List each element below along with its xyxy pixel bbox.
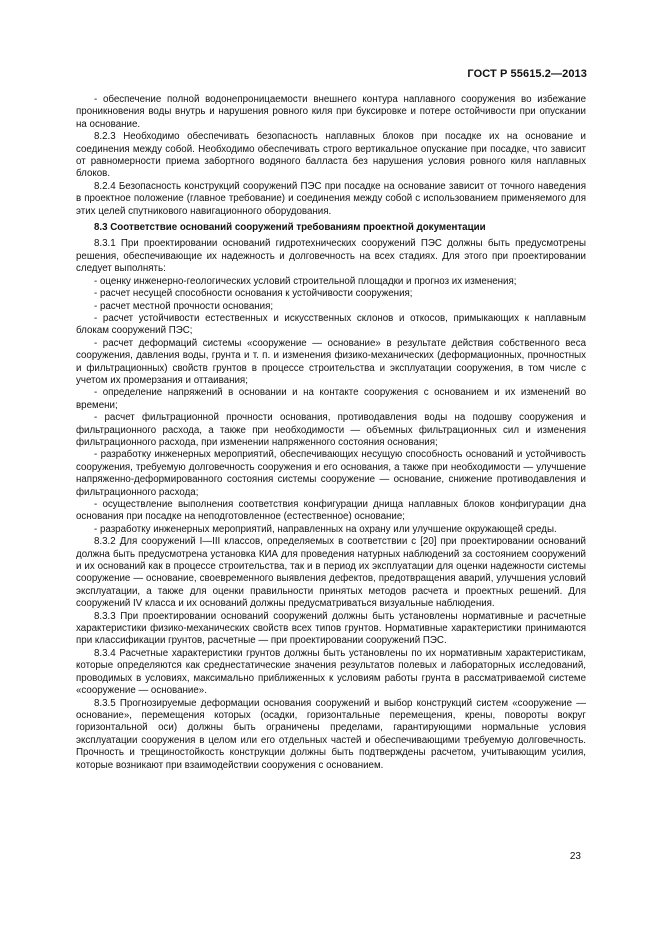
page-number: 23 xyxy=(569,851,581,862)
document-body xyxy=(76,94,586,772)
paragraph: 8.3.4 Расчетные характеристики грунтов должны быть установлены по их нормативным характеристикам, которые определяются как среднестатические значения результатов полевых и лабораторных исследований, проводимых в условиях, максимально приближенных к условиям работы грунта в рассматриваемой системе «сооружение — основание». xyxy=(76,647,586,697)
list-item: - разработку инженерных мероприятий, направленных на охрану или улучшение окружающей среды. xyxy=(94,523,557,535)
list-item: - расчет устойчивости естественных и искусственных склонов и откосов, примыкающих к наплавным блокам сооружений ПЭС; xyxy=(76,312,586,337)
list-item: - определение напряжений в основании и на контакте сооружения с основанием и их изменений во времени; xyxy=(76,387,586,411)
list-item: - расчет несущей способности основания к устойчивости сооружения; xyxy=(94,288,413,300)
paragraph: 8.2.3 Необходимо обеспечивать безопасность наплавных блоков при посадке их на основание и соединения между собой. Необходимо обеспечивать строго вертикальное опускание при посадке, что зависит от равномерности приема забортного водяного балласта без нарушения условия ровного киля наплавных блоков. xyxy=(76,131,586,180)
list-item: - оценку инженерно-геологических условий строительной площадки и прогноз их изменения; xyxy=(94,275,517,287)
document-code: ГОСТ Р 55615.2—2013 xyxy=(467,68,587,80)
list-item: - осуществление выполнения соответствия конфигурации днища наплавных блоков конфигурации дна основания при посадке на неподготовленное (естественное) основание; xyxy=(76,499,586,523)
paragraph: 8.3.5 Прогнозируемые деформации основания сооружений и выбор конструкций систем «сооружение — основание», перемещения которых (осадки, горизонтальные перемещения, крены, повороты вокруг горизонтальной оси) должны быть ограничены пределами, гарантирующими нормальные условия эксплуатации сооружения в целом или его отдельных частей и обеспечивающими требуемую долговечность. Прочность и трещиностойкость конструкции должны быть подтверждены расчетом, учитывающим усилия, которые возникают при взаимодействии сооружения с основанием. xyxy=(76,697,586,771)
list-item: - расчет деформаций системы «сооружение — основание» в результате действия собственного веса сооружения, давления воды, грунта и т. п. и изменения физико-механических (деформационных, прочностных и фильтрационных) свойств грунтов в процессе строительства и эксплуатации сооружения, в том числе с учетом их промерзания и оттаивания; xyxy=(76,337,586,386)
paragraph: 8.3.3 При проектировании оснований сооружений должны быть установлены нормативные и расчетные характеристики физико-механических свойств всех типов грунтов. Нормативные характеристики принимаются при классификации грунтов, расчетные — при проектировании сооружений ПЭС. xyxy=(76,610,586,647)
list-item: - расчет фильтрационной прочности основания, противодавления воды на подошву сооружения и фильтрационного расхода, а также при необходимости — объемных фильтрационных сил и изменения фильтрационного расхода, при изменении напряженного состояния основания; xyxy=(76,412,586,448)
paragraph: - обеспечение полной водонепроницаемости внешнего контура наплавного сооружения во избежание проникновения воды внутрь и нарушения ровного киля при буксировке и потере остойчивости при опускании на основание. xyxy=(76,94,586,130)
list-item: - разработку инженерных мероприятий, обеспечивающих несущую способность оснований и устойчивость сооружения, требуемую долговечность сооружения и его основания, а также при необходимости — улучшение напряженно-деформированного состояния системы сооружение — основание, снижение противодавления и фильтрационного расхода; xyxy=(76,449,586,498)
list-item: - расчет местной прочности основания; xyxy=(94,300,274,312)
paragraph: 8.3.1 При проектировании оснований гидротехнических сооружений ПЭС должны быть предусмотрены решения, обеспечивающие их надежность и долговечность на всех стадиях. Для этого при проектировании следует выполнять: xyxy=(76,238,586,275)
paragraph: 8.3.2 Для сооружений I—III классов, определяемых в соответствии с [20] при проектировании оснований должна быть предусмотрена установка КИА для проведения натурных наблюдений за состоянием сооружений и их оснований как в процессе строительства, так и в период их эксплуатации для оценки надежности системы сооружение — основание, своевременного выявления дефектов, предотвращения аварий, улучшения условий эксплуатации, а также для оценки правильности принятых методов расчета и проектных решений. Для сооружений IV класса и их оснований должны предусматриваться визуальные наблюдения. xyxy=(76,536,586,610)
section-heading: 8.3 Соответствие оснований сооружений требованиям проектной документации xyxy=(94,222,486,234)
paragraph: 8.2.4 Безопасность конструкций сооружений ПЭС при посадке на основание зависит от точного наведения в проектное положение (главное требование) и соединения между собой с использованием применяемого для этих целей спутникового навигационного оборудования. xyxy=(76,180,586,217)
